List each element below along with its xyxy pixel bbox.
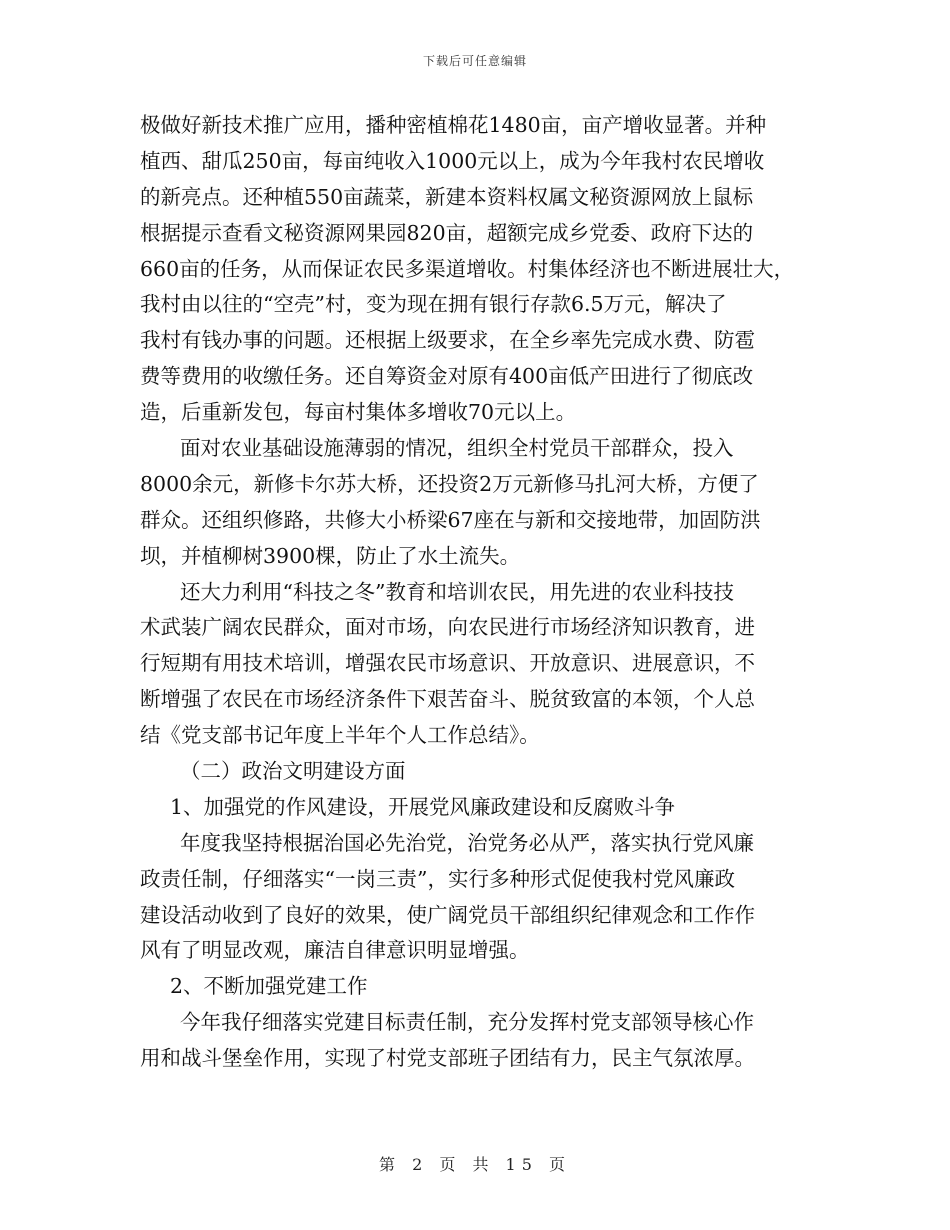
text-line: 断增强了农民在市场经济条件下艰苦奋斗、脱贫致富的本领，个人总 xyxy=(140,687,755,712)
text-line: 根据提示查看文秘资源网果园820亩，超额完成乡党委、政府下达的 xyxy=(140,220,754,245)
text-line: 8000余元，新修卡尔苏大桥，还投资2万元新修马扎河大桥，方便了 xyxy=(140,471,759,496)
text-line: 我村有钱办事的问题。还根据上级要求，在全乡率先完成水费、防雹 xyxy=(140,328,755,353)
text-line: 政责任制，仔细落实“一岗三责”，实行多种形式促使我村党风廉政 xyxy=(140,866,735,891)
text-line: 造，后重新发包，每亩村集体多增收70元以上。 xyxy=(140,400,577,425)
page-header: 下载后可任意编辑 xyxy=(422,54,527,68)
text-line: 660亩的任务，从而保证农民多渠道增收。村集体经济也不断进展壮大， xyxy=(140,256,795,281)
text-line: 术武装广阔农民群众，面对市场，向农民进行市场经济知识教育，进 xyxy=(140,615,755,640)
paragraph-start: 年度我坚持根据治国必先治党，治党务必从严，落实执行党风廉 xyxy=(180,830,754,855)
text-line: 用和战斗堡垒作用，实现了村党支部班子团结有力，民主气氛浓厚。 xyxy=(140,1046,755,1071)
text-line: 群众。还组织修路，共修大小桥梁67座在与新和交接地带，加固防洪 xyxy=(140,507,761,532)
text-line: 行短期有用技术培训，增强农民市场意识、开放意识、进展意识，不 xyxy=(140,651,755,676)
page-footer: 第 2 页 共 15 页 xyxy=(379,1155,571,1174)
text-line: 的新亮点。还种植550亩蔬菜，新建本资料权属文秘资源网放上鼠标 xyxy=(140,184,754,209)
paragraph-start: 面对农业基础设施薄弱的情况，组织全村党员干部群众，投入 xyxy=(180,436,734,461)
text-line: 风有了明显改观，廉洁自律意识明显增强。 xyxy=(140,938,530,963)
section-heading: （二）政治文明建设方面 xyxy=(180,759,406,784)
text-line: 建设活动收到了良好的效果，使广阔党员干部组织纪律观念和工作作 xyxy=(140,902,755,927)
subsection-heading: 1、加强党的作风建设，开展党风廉政建设和反腐败斗争 xyxy=(170,794,676,819)
paragraph-start: 今年我仔细落实党建目标责任制，充分发挥村党支部领导核心作 xyxy=(180,1010,754,1035)
text-line: 极做好新技术推广应用，播种密植棉花1480亩，亩产增收显著。并种 xyxy=(140,113,767,137)
text-line: 植西、甜瓜250亩，每亩纯收入1000元以上，成为今年我村农民增收 xyxy=(140,148,765,173)
subsection-heading: 2、不断加强党建工作 xyxy=(170,974,368,999)
text-line: 结《党支部书记年度上半年个人工作总结》。 xyxy=(140,723,540,748)
text-line: 费等费用的收缴任务。还自筹资金对原有400亩低产田进行了彻底改 xyxy=(140,364,754,389)
document-body xyxy=(140,108,830,1077)
paragraph-start: 还大力利用“科技之冬”教育和培训农民，用先进的农业科技技 xyxy=(180,579,734,604)
text-line: 我村由以往的“空壳”村，变为现在拥有银行存款6.5万元，解决了 xyxy=(140,292,727,317)
text-line: 坝，并植柳树3900棵，防止了水土流失。 xyxy=(140,543,521,568)
